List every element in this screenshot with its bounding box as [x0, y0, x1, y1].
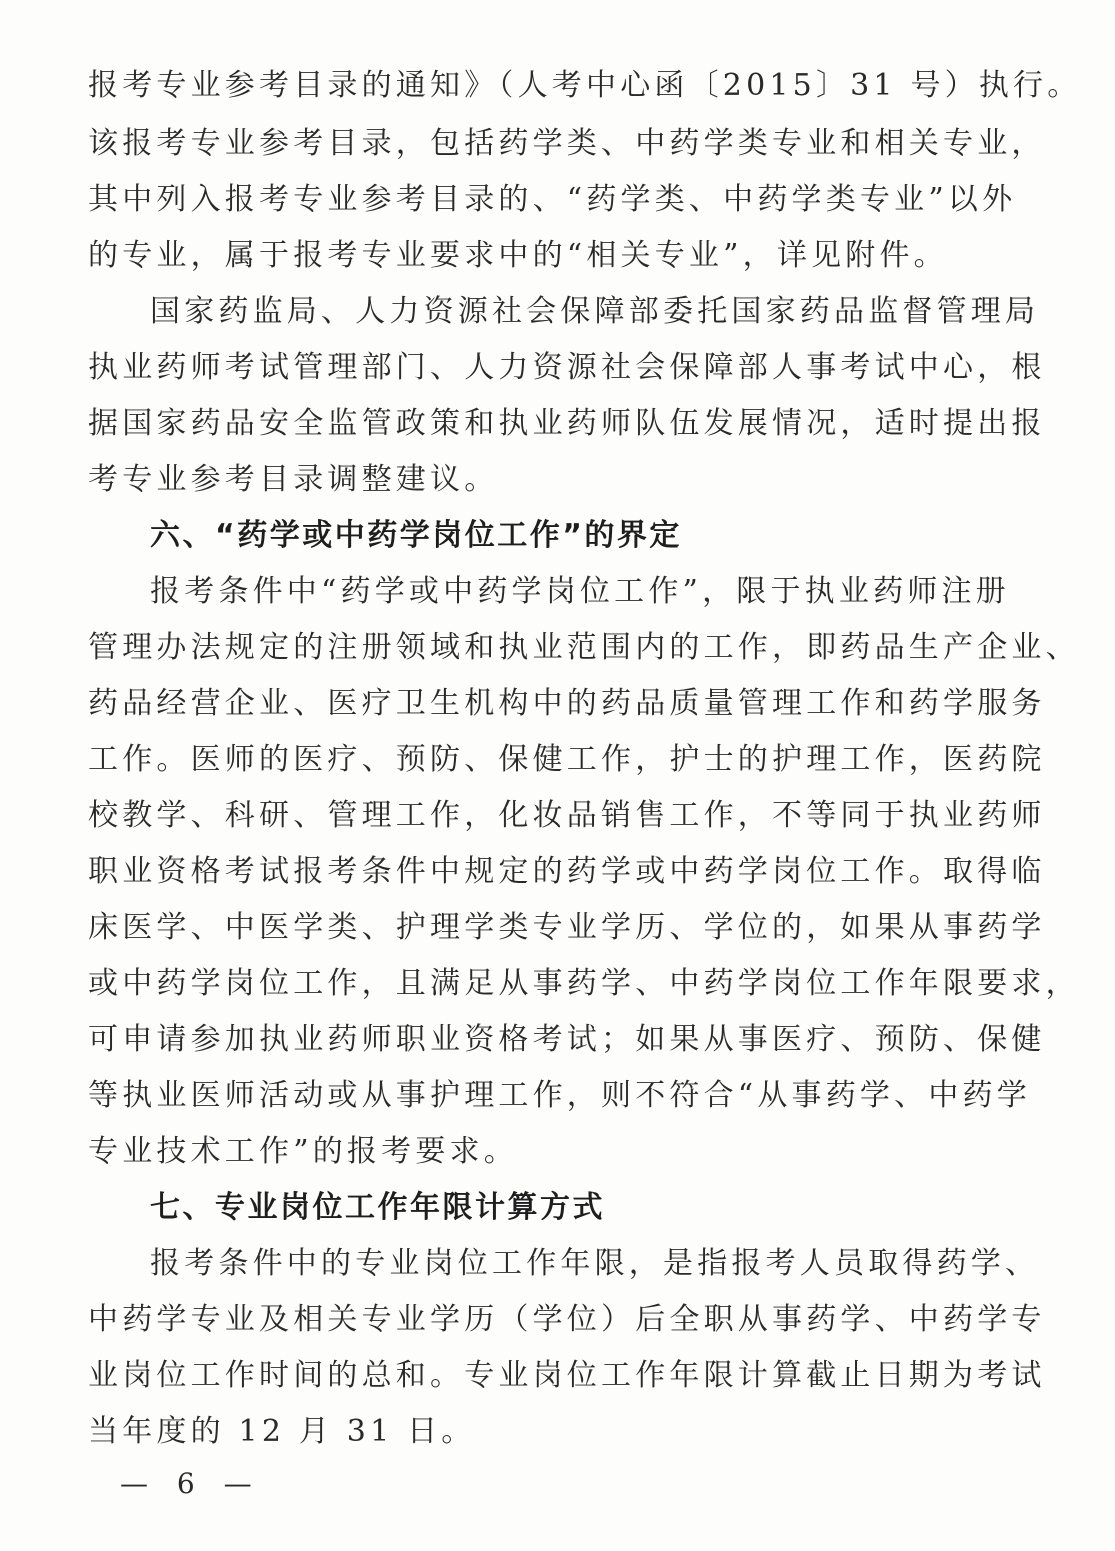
paragraph-start-line: 报考条件中“药学或中药学岗位工作”，限于执业药师注册: [150, 574, 1010, 609]
text-line-18: 可申请参加执业药师职业资格考试；如果从事医疗、预防、保健: [88, 1022, 1046, 1057]
text-line-15: 职业资格考试报考条件中规定的药学或中药学岗位工作。取得临: [88, 854, 1046, 889]
section-heading-6: 六、“药学或中药学岗位工作”的界定: [150, 518, 682, 553]
page-number: — 6 —: [120, 1467, 262, 1500]
text-line-16: 床医学、中医学类、护理学类专业学历、学位的，如果从事药学: [88, 910, 1046, 945]
text-line-13: 工作。医师的医疗、预防、保健工作，护士的护理工作，医药院: [88, 742, 1046, 777]
text-line-24: 业岗位工作时间的总和。专业岗位工作年限计算截止日期为考试: [88, 1358, 1046, 1393]
text-line-14: 校教学、科研、管理工作，化妆品销售工作，不等同于执业药师: [88, 798, 1046, 833]
text-line-11: 管理办法规定的注册领域和执业范围内的工作，即药品生产企业、: [88, 630, 1080, 665]
text-line-23: 中药学专业及相关专业学历（学位）后全职从事药学、中药学专: [88, 1302, 1046, 1337]
text-line-17: 或中药学岗位工作，且满足从事药学、中药学岗位工作年限要求，: [88, 966, 1080, 1001]
text-line-20: 专业技术工作”的报考要求。: [88, 1134, 518, 1169]
text-line-1: 报考专业参考目录的通知》（人考中心函〔2015〕31 号）执行。: [88, 68, 1082, 103]
text-line-7: 据国家药品安全监管政策和执业药师队伍发展情况，适时提出报: [88, 406, 1046, 441]
text-line-4: 的专业，属于报考专业要求中的“相关专业”，详见附件。: [88, 238, 948, 273]
text-line-25: 当年度的 12 月 31 日。: [88, 1414, 476, 1449]
paragraph-start-line: 报考条件中的专业岗位工作年限，是指报考人员取得药学、: [150, 1246, 1040, 1281]
text-line-6: 执业药师考试管理部门、人力资源社会保障部人事考试中心，根: [88, 350, 1046, 385]
text-line-19: 等执业医师活动或从事护理工作，则不符合“从事药学、中药学: [88, 1078, 1031, 1113]
text-line-3: 其中列入报考专业参考目录的、“药学类、中药学类专业”以外: [88, 182, 1017, 217]
text-line-8: 考专业参考目录调整建议。: [88, 462, 499, 497]
section-heading-7: 七、专业岗位工作年限计算方式: [150, 1190, 605, 1225]
paragraph-start-line: 国家药监局、人力资源社会保障部委托国家药品监督管理局: [150, 294, 1040, 329]
text-line-12: 药品经营企业、医疗卫生机构中的药品质量管理工作和药学服务: [88, 686, 1046, 721]
text-line-2: 该报考专业参考目录，包括药学类、中药学类专业和相关专业，: [88, 126, 1046, 161]
